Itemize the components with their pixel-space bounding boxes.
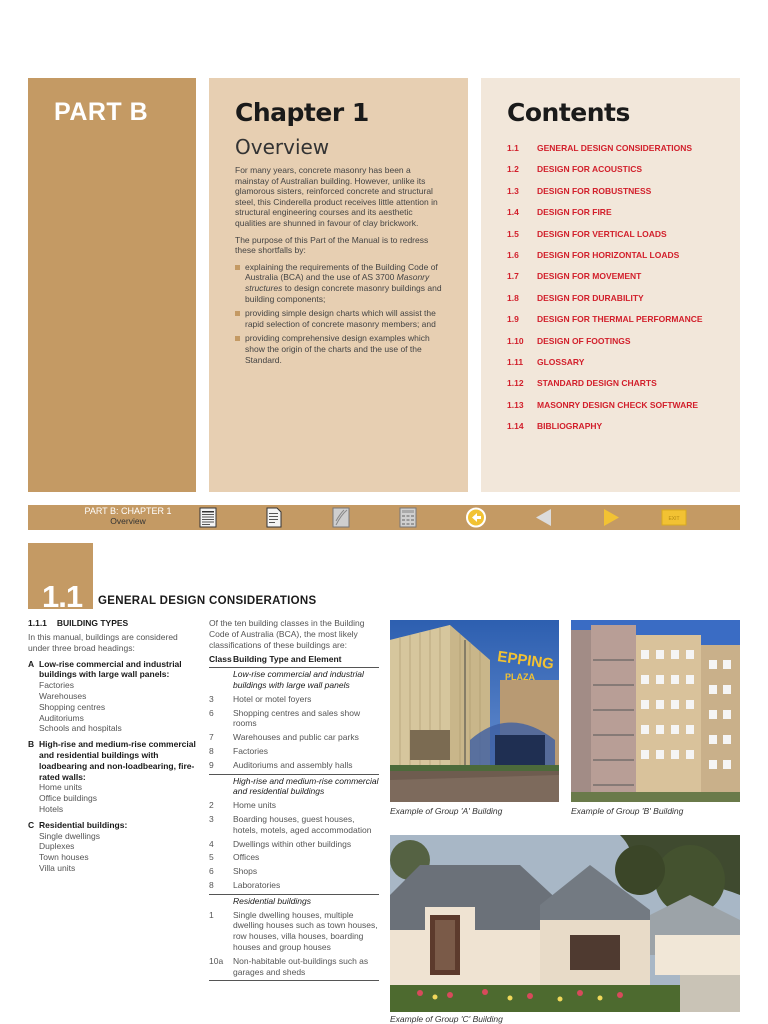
- contents-link[interactable]: [507, 314, 714, 335]
- contents-number: 1.1: [507, 143, 519, 153]
- contents-number: 1.3: [507, 185, 519, 196]
- chapter-panel: [209, 78, 468, 492]
- list-item: Single dwellings: [39, 830, 100, 841]
- class-number: 4: [209, 838, 214, 849]
- contents-number: 1.2: [507, 164, 519, 175]
- bullet-icon: [235, 336, 240, 341]
- class-description: Home units: [233, 800, 276, 811]
- list-item: Office buildings: [39, 793, 97, 804]
- list-item: Hotels: [39, 803, 64, 814]
- class-number: 8: [209, 879, 214, 890]
- contents-link[interactable]: [507, 357, 714, 378]
- section-number: 1.1: [42, 579, 83, 614]
- class-description: Hotel or motel foyers: [233, 693, 312, 704]
- intro-paragraph: For many years, concrete masonry has been a mainstay of Australian building. However, unlike its glamorous sisters, reinforced concrete and structural steel, this Cinderella product receives little attention in structural engineering courses and its aesthetic qualities are shunned in favour of clay brickwork.: [235, 165, 438, 228]
- contents-link[interactable]: [507, 143, 714, 164]
- part-panel: [28, 78, 196, 492]
- contents-label: DESIGN FOR MOVEMENT: [537, 271, 642, 282]
- contents-label: DESIGN FOR ROBUSTNESS: [537, 185, 652, 196]
- contents-number: 1.6: [507, 249, 519, 260]
- table-row: [209, 956, 379, 978]
- class-description: Auditoriums and assembly halls: [233, 759, 353, 770]
- class-description: Shopping centres and sales show rooms: [233, 707, 361, 729]
- nav-bar: [28, 505, 740, 530]
- list-item: providing simple design charts which will assist the rapid selection of concrete masonry members; and: [235, 308, 442, 329]
- list-item: Shopping centres: [39, 701, 106, 712]
- contents-title: Contents: [507, 98, 630, 127]
- list-item: Warehouses: [39, 690, 87, 701]
- contents-link[interactable]: [507, 400, 714, 421]
- exit-label: EXIT: [668, 516, 680, 522]
- class-number: 7: [209, 732, 214, 743]
- list-item: Factories: [39, 680, 74, 691]
- class-number: 5: [209, 852, 214, 863]
- contents-link[interactable]: [507, 336, 714, 357]
- contents-label: DESIGN OF FOOTINGS: [537, 335, 631, 346]
- contents-number: 1.4: [507, 207, 519, 218]
- contents-link[interactable]: [507, 421, 714, 442]
- contents-label: MASONRY DESIGN CHECK SOFTWARE: [537, 399, 699, 410]
- class-number: 8: [209, 745, 214, 756]
- chapter-body: [235, 165, 442, 365]
- class-description: Single dwelling houses, multiple dwelling houses such as town houses, row houses, villa houses, boarding houses and group houses: [233, 909, 378, 952]
- contents-link[interactable]: [507, 229, 714, 250]
- building-class-column: [209, 618, 379, 981]
- group-c-caption: Example of Group 'C' Building: [390, 1014, 503, 1024]
- document-icon[interactable]: [198, 507, 218, 528]
- contents-label: DESIGN FOR FIRE: [537, 207, 612, 218]
- class-number: 3: [209, 813, 214, 824]
- list-item: Town houses: [39, 852, 89, 863]
- class-number: 3: [209, 693, 214, 704]
- back-circle-icon[interactable]: [465, 507, 487, 528]
- contents-label: DESIGN FOR ACOUSTICS: [537, 164, 642, 175]
- table-row: [209, 814, 379, 836]
- class-description: Non-habitable out-buildings such as garages and sheds: [233, 955, 369, 977]
- building-group-heading: [28, 739, 198, 782]
- group-heading-text: Residential buildings:: [39, 819, 128, 830]
- table-row: [209, 760, 379, 771]
- building-types-column: [28, 618, 198, 879]
- class-description: Factories: [233, 745, 268, 756]
- subsection-title: 1.1.1 BUILDING TYPES: [28, 618, 129, 628]
- table-row: [209, 910, 379, 953]
- class-intro: Of the ten building classes in the Building Code of Australia (BCA), the most likely classifications of these buildings are:: [209, 618, 365, 650]
- list-item: Auditoriums: [39, 712, 84, 723]
- table-row: [209, 880, 379, 891]
- purpose-list: [235, 262, 442, 365]
- table-row: [209, 694, 379, 705]
- contents-link[interactable]: [507, 164, 714, 185]
- group-heading-text: Low-rise commercial and industrial buildings with large wall panels:: [39, 658, 182, 680]
- class-number: 2: [209, 800, 214, 811]
- contents-link[interactable]: [507, 378, 714, 399]
- contents-number: 1.12: [507, 378, 524, 389]
- contents-link[interactable]: [507, 186, 714, 207]
- table-row: [209, 708, 379, 730]
- class-number: 6: [209, 707, 214, 718]
- contents-list: [507, 143, 714, 442]
- bullet-icon: [235, 311, 240, 316]
- contents-label: DESIGN FOR DURABILITY: [537, 292, 644, 303]
- group-b-caption: Example of Group 'B' Building: [571, 806, 684, 816]
- building-group: [28, 739, 198, 815]
- class-description: Dwellings within other buildings: [233, 838, 352, 849]
- contents-number: 1.9: [507, 314, 519, 325]
- calculator-icon[interactable]: [398, 507, 418, 528]
- class-description: Warehouses and public car parks: [233, 732, 359, 743]
- plaza-sign: EPPING: [496, 648, 555, 673]
- contents-label: GLOSSARY: [537, 356, 585, 367]
- building-group: [28, 820, 198, 874]
- list-item: providing comprehensive design examples which show the origin of the charts and the use of the Standard.: [235, 333, 442, 365]
- building-groups: [28, 659, 198, 874]
- class-number: 10a: [209, 955, 224, 966]
- class-group-title: Low-rise commercial and industrial buildings with large wall panels: [233, 669, 364, 690]
- contents-number: 1.5: [507, 228, 519, 239]
- list-item: Home units: [39, 782, 82, 793]
- group-b-building-photo: [571, 620, 740, 802]
- page-list-icon[interactable]: [264, 507, 284, 528]
- table-row: [209, 866, 379, 877]
- list-item: explaining the requirements of the Building Code of Australia (BCA) and the use of AS 3700 Masonry structures to design concrete masonry buildings and building components;: [235, 262, 442, 304]
- contents-number: 1.13: [507, 399, 524, 410]
- building-group: [28, 659, 198, 735]
- list-item: Schools and hospitals: [39, 723, 122, 734]
- table-row: [209, 852, 379, 863]
- list-item: Duplexes: [39, 841, 75, 852]
- contents-link[interactable]: [507, 293, 714, 314]
- class-group-title: Residential buildings: [209, 894, 379, 907]
- next-arrow-icon[interactable]: [600, 507, 622, 528]
- section-title: GENERAL DESIGN CONSIDERATIONS: [98, 595, 317, 607]
- table-row: [209, 800, 379, 811]
- previous-arrow-icon[interactable]: [533, 507, 555, 528]
- contents-label: STANDARD DESIGN CHARTS: [537, 378, 657, 389]
- group-letter: B: [28, 739, 35, 750]
- class-group-title: High-rise and medium-rise commercial and residential buildings: [209, 774, 379, 798]
- group-letter: C: [28, 819, 35, 830]
- contents-label: DESIGN FOR HORIZONTAL LOADS: [537, 249, 680, 260]
- divider: [209, 980, 379, 981]
- building-group-heading: [28, 820, 198, 831]
- group-a-caption: Example of Group 'A' Building: [390, 806, 503, 816]
- contents-number: 1.14: [507, 421, 524, 432]
- contents-panel: [481, 78, 740, 492]
- contents-number: 1.8: [507, 292, 519, 303]
- table-row: [209, 839, 379, 850]
- chapter-title: Chapter 1: [235, 98, 369, 127]
- contents-label: BIBLIOGRAPHY: [537, 421, 603, 432]
- contents-link[interactable]: [507, 271, 714, 292]
- group-c-building-photo: [390, 835, 740, 1012]
- overview-heading: Overview: [235, 135, 330, 159]
- contents-label: DESIGN FOR VERTICAL LOADS: [537, 228, 667, 239]
- table-row: [209, 732, 379, 743]
- contents-link[interactable]: [507, 250, 714, 271]
- breadcrumb-part: PART B: CHAPTER 1: [84, 506, 172, 516]
- exit-icon[interactable]: [661, 507, 687, 528]
- list-item: Villa units: [39, 862, 76, 873]
- group-heading-text: High-rise and medium-rise commercial and residential buildings with loadbearing and non-loadbearing, fire-rated walls:: [39, 739, 196, 782]
- pages-icon[interactable]: [331, 507, 351, 528]
- contents-label: DESIGN FOR THERMAL PERFORMANCE: [537, 314, 703, 325]
- group-a-building-photo: [390, 620, 559, 802]
- class-table-header: Class Building Type and Element: [209, 654, 379, 668]
- breadcrumb-section: Overview: [110, 516, 146, 526]
- group-letter: A: [28, 658, 35, 669]
- contents-label: GENERAL DESIGN CONSIDERATIONS: [537, 143, 693, 153]
- building-group-heading: [28, 659, 198, 681]
- breadcrumb: [64, 506, 192, 526]
- part-title: PART B: [54, 98, 149, 126]
- purpose-paragraph: The purpose of this Part of the Manual is to redress these shortfalls by:: [235, 234, 429, 256]
- section-number-block: [28, 543, 93, 614]
- class-description: Boarding houses, guest houses, hotels, motels, aged accommodation: [233, 813, 372, 835]
- class-description: Shops: [233, 866, 258, 877]
- bullet-icon: [235, 265, 240, 270]
- subsection-intro: In this manual, buildings are considered under three broad headings:: [28, 632, 178, 653]
- contents-number: 1.11: [507, 356, 524, 367]
- contents-number: 1.7: [507, 271, 519, 282]
- class-description: Laboratories: [233, 879, 281, 890]
- contents-number: 1.10: [507, 335, 524, 346]
- class-description: Offices: [233, 852, 260, 863]
- plaza-sign-2: PLAZA: [505, 672, 535, 682]
- class-number: 6: [209, 866, 214, 877]
- class-table: [209, 669, 379, 977]
- table-row: [209, 746, 379, 757]
- class-number: 9: [209, 759, 214, 770]
- class-number: 1: [209, 909, 214, 920]
- contents-link[interactable]: [507, 207, 714, 228]
